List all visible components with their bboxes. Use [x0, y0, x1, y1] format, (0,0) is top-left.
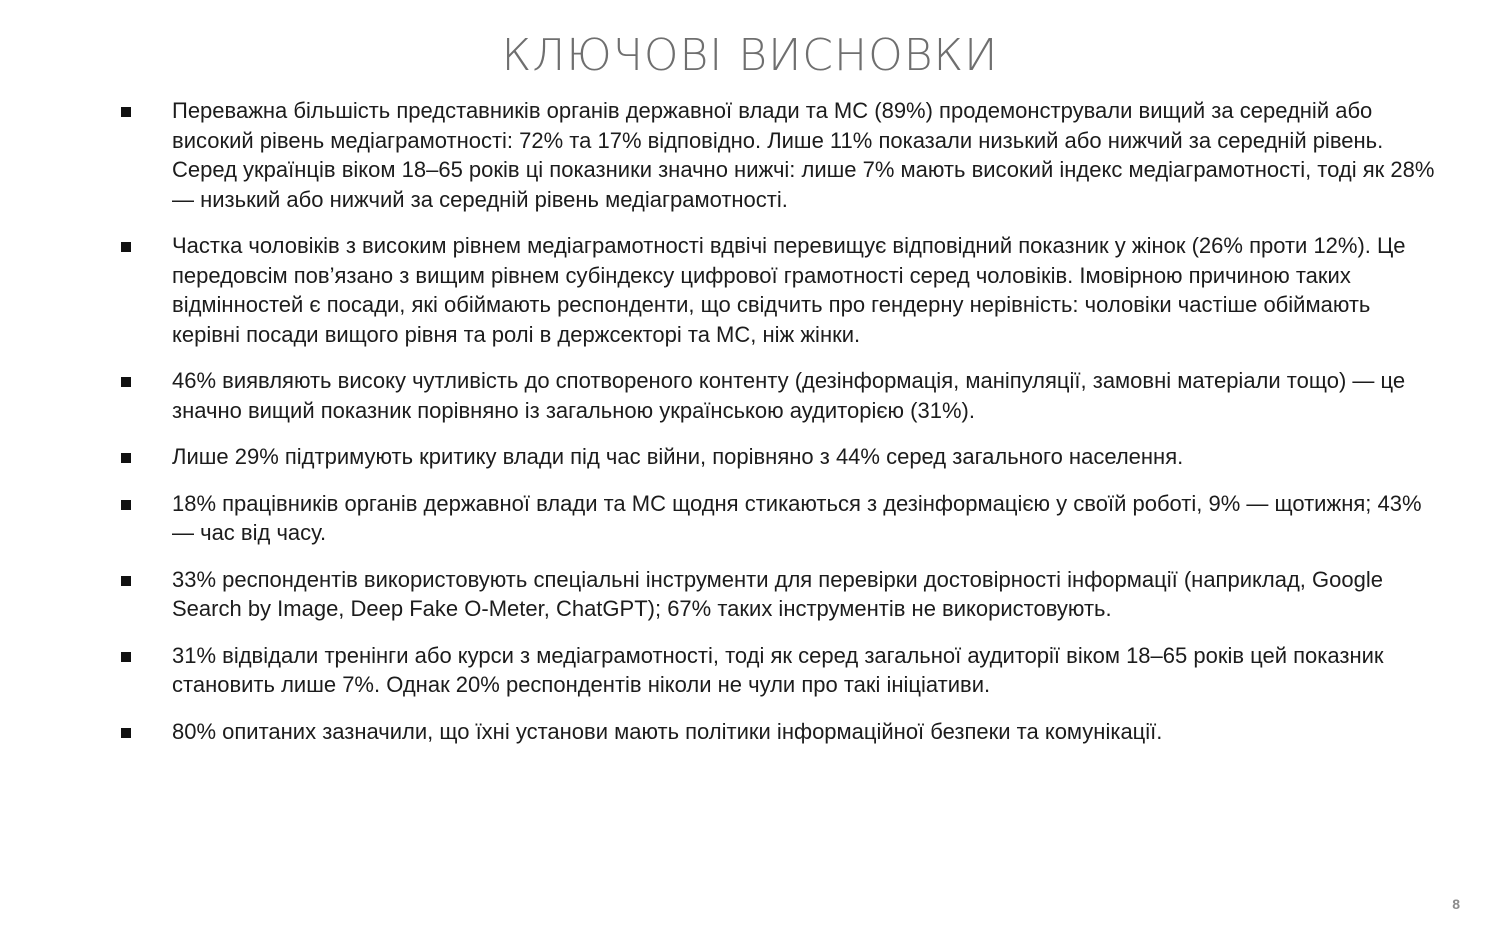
- list-item: [118, 442, 1438, 472]
- finding-text: 46% виявляють високу чутливість до спотвореного контенту (дезінформація, маніпуляції, замовні матеріали тощо) — це значно вищий показник порівняно із загальною українською аудиторією (31%).: [172, 368, 1406, 423]
- finding-text: Лише 29% підтримують критику влади під час війни, порівняно з 44% серед загального населення.: [172, 444, 1184, 469]
- finding-text: 31% відвідали тренінги або курси з медіаграмотності, тоді як серед загальної аудиторії віком 18–65 років цей показник становить лише 7%. Однак 20% респондентів ніколи не чули про такі ініціативи.: [172, 642, 1384, 697]
- list-item: [118, 366, 1438, 425]
- list-item: [118, 96, 1438, 214]
- finding-text: 18% працівників органів державної влади та МС щодня стикаються з дезінформацією у своїй роботі, 9% — щотижня; 43% — час від часу.: [172, 490, 1422, 545]
- page-number: 8: [1452, 896, 1460, 912]
- finding-text: Частка чоловіків з високим рівнем медіаграмотності вдвічі перевищує відповідний показник у жінок (26% проти 12%). Це передовсім пов’язано з вищим рівнем субіндексу цифрової грамотності серед чоловіків. Імовірною причиною таких відмінностей є посади, які обіймають респонденти, що свідчить про гендерну нерівність: чоловіки частіше обіймають керівні посади вищого рівня та ролі в держсекторі та МС, ніж жінки.: [172, 233, 1406, 347]
- list-item: [118, 231, 1438, 349]
- square-bullet-icon: [121, 107, 131, 117]
- list-item: [118, 565, 1438, 624]
- square-bullet-icon: [121, 728, 131, 738]
- slide-title: КЛЮЧОВІ ВИСНОВКИ: [501, 30, 999, 81]
- square-bullet-icon: [121, 453, 131, 463]
- finding-text: 33% респондентів використовують спеціальні інструменти для перевірки достовірності інформації (наприклад, Google Search by Image, Deep Fake O-Meter, ChatGPT); 67% таких інструментів не використовують.: [172, 566, 1383, 621]
- square-bullet-icon: [121, 652, 131, 662]
- list-item: [118, 717, 1438, 747]
- key-findings-list: [118, 96, 1438, 763]
- finding-text: 80% опитаних зазначили, що їхні установи мають політики інформаційної безпеки та комунікації.: [172, 718, 1163, 744]
- list-item: [118, 641, 1438, 700]
- square-bullet-icon: [121, 576, 131, 586]
- square-bullet-icon: [121, 500, 131, 510]
- square-bullet-icon: [121, 242, 131, 252]
- finding-text: Переважна більшість представників органів державної влади та МС (89%) продемонстрували вищий за середній або високий рівень медіаграмотності: 72% та 17% відповідно. Лише 11% показали низький або нижчий за середній рівень. Серед українців віком 18–65 років ці показники значно нижчі: лише 7% мають високий індекс медіаграмотності, тоді як 28% — низький або нижчий за середній рівень медіаграмотності.: [172, 98, 1435, 212]
- list-item: [118, 489, 1438, 548]
- square-bullet-icon: [121, 377, 131, 387]
